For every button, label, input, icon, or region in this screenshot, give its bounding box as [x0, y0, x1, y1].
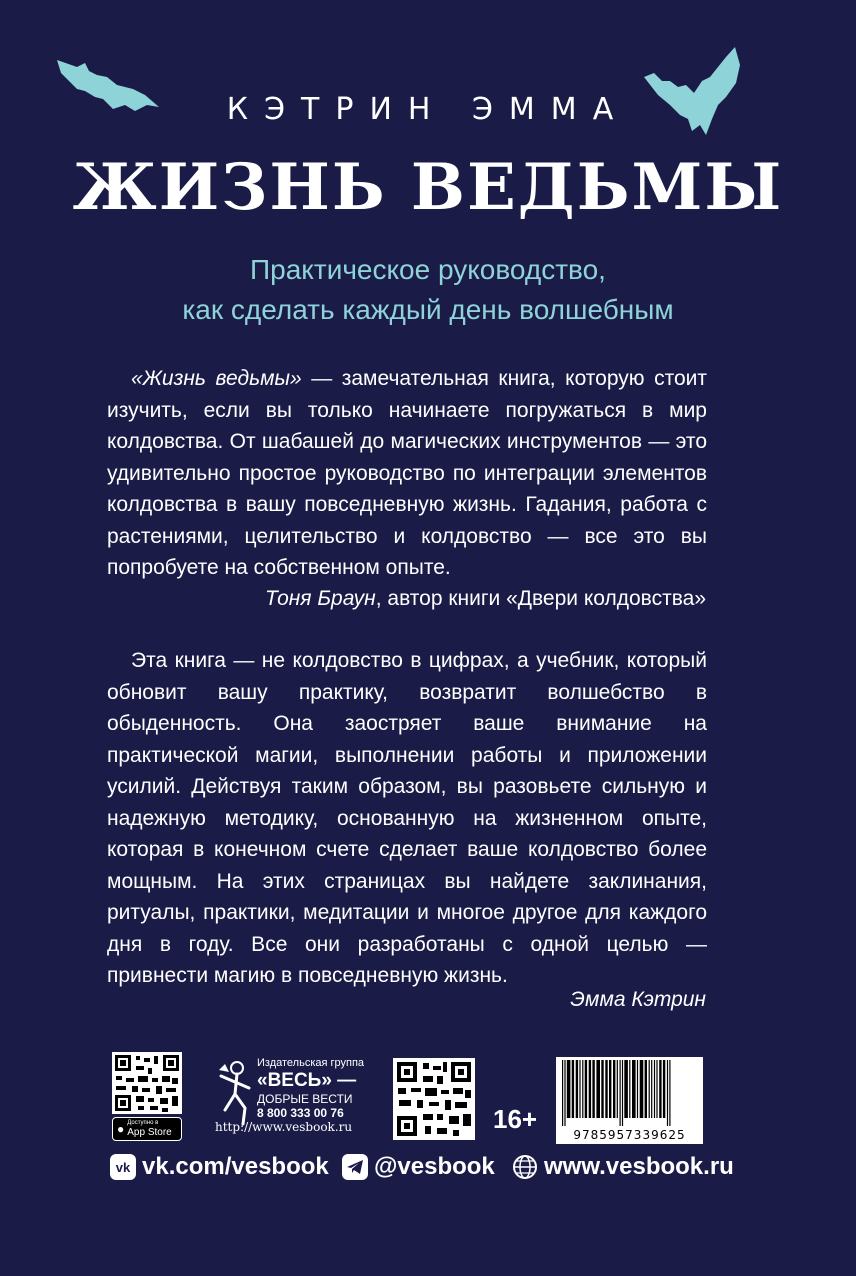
barcode-bar [562, 1060, 563, 1126]
barcode-bar [609, 1060, 611, 1118]
author-name: КЭТРИН ЭММА [226, 92, 630, 127]
social-telegram[interactable] [342, 1150, 495, 1184]
barcode-bar [667, 1060, 668, 1126]
barcode-bar [663, 1060, 665, 1118]
isbn-number: 9785957339625 [573, 1128, 686, 1142]
publisher-phone: 8 800 333 00 76 [257, 1106, 344, 1120]
appstore-qr-code[interactable] [112, 1052, 182, 1114]
barcode-bar [582, 1060, 583, 1118]
barcode-bar [659, 1060, 661, 1118]
quote-book-title: «Жизнь ведьмы» [131, 367, 302, 390]
barcode-bar [632, 1060, 636, 1118]
quote-attribution-name: Тоня Браун [264, 587, 376, 610]
publisher-tagline: ДОБРЫЕ ВЕСТИ [257, 1092, 353, 1106]
web-link[interactable]: www.vesbook.ru [544, 1153, 734, 1180]
barcode-bar [620, 1060, 621, 1126]
barcode-bar [651, 1060, 652, 1118]
barcode-bar [585, 1060, 587, 1118]
book-subtitle [0, 250, 856, 330]
subtitle-line-2: как сделать каждый день волшебным [182, 294, 674, 325]
barcode-bar [629, 1060, 630, 1118]
barcode-bar [645, 1060, 647, 1118]
publisher-url[interactable]: http://www.vesbook.ru [215, 1120, 353, 1134]
apple-icon: ● [117, 1122, 125, 1136]
isbn-barcode [556, 1057, 703, 1144]
globe-icon [512, 1154, 538, 1180]
subtitle-line-1: Практическое руководство, [250, 254, 606, 285]
telegram-icon [342, 1154, 368, 1180]
barcode-bar [622, 1060, 623, 1126]
barcode-bar [572, 1060, 574, 1118]
barcode-bar [589, 1060, 591, 1118]
vk-icon [110, 1154, 136, 1180]
social-vk[interactable] [110, 1150, 329, 1184]
appstore-badge-text [127, 1120, 171, 1138]
publisher-qr-code[interactable] [393, 1058, 475, 1140]
barcode-bar [579, 1060, 580, 1118]
barcode-bar [605, 1060, 607, 1118]
barcode-bar [617, 1060, 618, 1118]
appstore-badge[interactable] [112, 1117, 182, 1141]
quote-attribution [265, 587, 706, 611]
appstore-label: App Store [127, 1127, 172, 1138]
description-signature: Эмма Кэтрин [570, 988, 706, 1011]
age-rating: 16+ [493, 1104, 538, 1134]
barcode-bar [576, 1060, 578, 1118]
quote-paragraph [107, 363, 707, 584]
barcode-bar [567, 1060, 571, 1118]
quote-text: — замечательная книга, которую стоит изучить, если вы только начинаете погружаться в мир колдовства. От шабашей до магических инструментов — это удивительно простое руководство по интеграции элементов колдовства в вашу повседневную жизнь. Гадания, работа с растениями, целительство и колдовство — все это вы попробуете на собственном опыте. [107, 367, 707, 579]
publisher-logo-icon [215, 1058, 255, 1128]
barcode-bar [637, 1060, 638, 1118]
social-web[interactable] [512, 1150, 734, 1184]
barcode-bar [564, 1060, 565, 1126]
quote-attribution-rest: , автор книги «Двери колдовства» [375, 587, 706, 610]
barcode-bar [601, 1060, 603, 1118]
barcode-bar [654, 1060, 655, 1118]
description-text: Эта книга — не колдовство в цифрах, а учебник, который обновит вашу практику, возвратит волшебство в обыденность. Она заостряет ваше внимание на практической магии, выполнении работы и приложении усилий. Действуя таким образом, вы разовьете сильную и надежную методику, основанную на жизненном опыте, которая в конечном счете сделает ваше колдовство более мощным. На этих страницах вы найдете заклинания, ритуалы, практики, медитации и многое другое для каждого дня в году. Все они разработаны с одной целью — привнести магию в повседневную жизнь. [107, 649, 707, 987]
telegram-link[interactable]: @vesbook [374, 1153, 495, 1180]
barcode-bar [649, 1060, 650, 1118]
barcode-bars [556, 1060, 703, 1130]
vk-link[interactable]: vk.com/vesbook [142, 1153, 329, 1180]
appstore-small-label: Доступно в [127, 1120, 159, 1126]
barcode-bar [656, 1060, 657, 1118]
book-title: ЖИЗНЬ ВЕДЬМЫ [72, 150, 784, 225]
description-paragraph [107, 645, 707, 992]
publisher-name: «ВЕСЬ» — [257, 1070, 357, 1091]
publisher-block [215, 1056, 365, 1146]
barcode-bar [669, 1060, 670, 1126]
barcode-bar [640, 1060, 644, 1118]
publisher-group: Издательская группа [257, 1057, 365, 1069]
publisher-text [215, 1056, 372, 1134]
barcode-bar [624, 1060, 628, 1118]
barcode-bar [592, 1060, 594, 1118]
barcode-bar [596, 1060, 600, 1118]
svg-text:vk: vk [115, 1160, 131, 1175]
barcode-bar [613, 1060, 615, 1118]
